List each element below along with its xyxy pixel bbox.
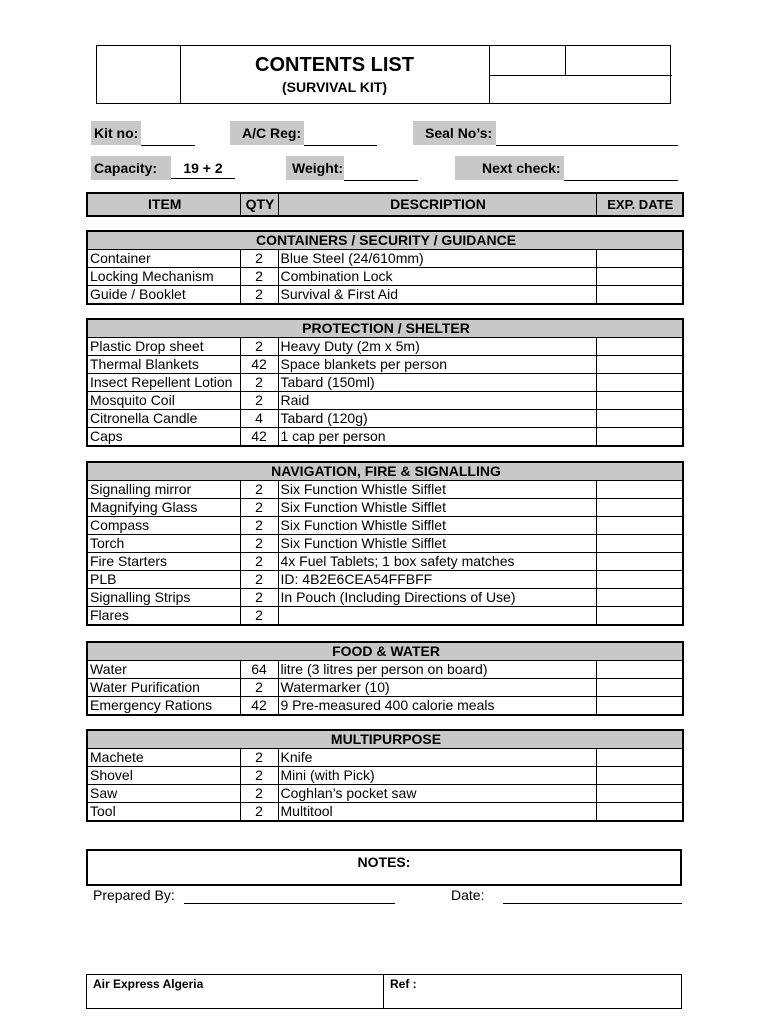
qty-cell: 2 xyxy=(240,481,278,499)
exp-date-cell[interactable] xyxy=(596,428,683,447)
item-cell: Citronella Candle xyxy=(87,410,240,428)
qty-cell: 2 xyxy=(240,286,278,305)
description-cell: Tabard (150ml) xyxy=(278,374,596,392)
seal-no-field[interactable] xyxy=(496,125,678,146)
qty-cell: 2 xyxy=(240,785,278,803)
col-exp-date-header: EXP. DATE xyxy=(596,193,683,216)
item-cell: Magnifying Glass xyxy=(87,499,240,517)
exp-date-cell[interactable] xyxy=(596,517,683,535)
section-title: NAVIGATION, FIRE & SIGNALLING xyxy=(87,462,683,481)
column-header xyxy=(86,192,684,217)
qty-cell: 2 xyxy=(240,589,278,607)
item-cell: Thermal Blankets xyxy=(87,356,240,374)
description-cell: Knife xyxy=(278,749,596,767)
prepared-by-field[interactable] xyxy=(184,903,395,904)
item-cell: Machete xyxy=(87,749,240,767)
qty-cell: 2 xyxy=(240,535,278,553)
exp-date-cell[interactable] xyxy=(596,268,683,286)
item-cell: Caps xyxy=(87,428,240,447)
qty-cell: 42 xyxy=(240,697,278,716)
table-row xyxy=(87,286,683,305)
document-subtitle: (SURVIVAL KIT) xyxy=(281,79,387,95)
capacity-field[interactable]: 19 + 2 xyxy=(171,158,235,179)
exp-date-cell[interactable] xyxy=(596,749,683,767)
table-row xyxy=(87,589,683,607)
qty-cell: 2 xyxy=(240,392,278,410)
qty-cell: 2 xyxy=(240,607,278,626)
table-row xyxy=(87,679,683,697)
exp-date-cell[interactable] xyxy=(596,286,683,305)
qty-cell: 64 xyxy=(240,661,278,679)
section-table xyxy=(86,729,684,822)
qty-cell: 2 xyxy=(240,499,278,517)
table-row xyxy=(87,535,683,553)
description-cell: Multitool xyxy=(278,803,596,822)
exp-date-cell[interactable] xyxy=(596,697,683,716)
section-table xyxy=(86,318,684,447)
description-cell: Combination Lock xyxy=(278,268,596,286)
description-cell: 4x Fuel Tablets; 1 box safety matches xyxy=(278,553,596,571)
exp-date-cell[interactable] xyxy=(596,785,683,803)
exp-date-cell[interactable] xyxy=(596,803,683,822)
notes-label: NOTES: xyxy=(357,854,411,870)
qty-cell: 42 xyxy=(240,356,278,374)
table-row xyxy=(87,697,683,716)
description-cell: ID: 4B2E6CEA54FFBFF xyxy=(278,571,596,589)
qty-cell: 4 xyxy=(240,410,278,428)
description-cell: 9 Pre-measured 400 calorie meals xyxy=(278,697,596,716)
date-field[interactable] xyxy=(503,903,682,904)
item-cell: Signalling mirror xyxy=(87,481,240,499)
qty-cell: 2 xyxy=(240,374,278,392)
description-cell: Survival & First Aid xyxy=(278,286,596,305)
weight-field[interactable] xyxy=(344,160,418,181)
table-row xyxy=(87,499,683,517)
table-row xyxy=(87,268,683,286)
footer-box xyxy=(86,974,682,1009)
table-row xyxy=(87,749,683,767)
exp-date-cell[interactable] xyxy=(596,535,683,553)
section-table xyxy=(86,641,684,716)
qty-cell: 2 xyxy=(240,767,278,785)
exp-date-cell[interactable] xyxy=(596,481,683,499)
ac-reg-label: A/C Reg: xyxy=(230,121,304,145)
qty-cell: 2 xyxy=(240,679,278,697)
item-cell: PLB xyxy=(87,571,240,589)
table-row xyxy=(87,661,683,679)
ref-label: Ref : xyxy=(383,975,417,1008)
capacity-label: Capacity: xyxy=(91,156,171,180)
description-cell xyxy=(278,607,596,626)
table-row xyxy=(87,785,683,803)
section-title: PROTECTION / SHELTER xyxy=(87,319,683,338)
exp-date-cell[interactable] xyxy=(596,250,683,268)
description-cell: Six Function Whistle Sifflet xyxy=(278,481,596,499)
qty-cell: 2 xyxy=(240,268,278,286)
description-cell: Tabard (120g) xyxy=(278,410,596,428)
exp-date-cell[interactable] xyxy=(596,571,683,589)
exp-date-cell[interactable] xyxy=(596,661,683,679)
item-cell: Tool xyxy=(87,803,240,822)
table-row xyxy=(87,410,683,428)
kit-no-field[interactable] xyxy=(141,125,195,146)
item-cell: Flares xyxy=(87,607,240,626)
item-cell: Shovel xyxy=(87,767,240,785)
item-cell: Water Purification xyxy=(87,679,240,697)
table-row xyxy=(87,374,683,392)
section-table xyxy=(86,230,684,305)
exp-date-cell[interactable] xyxy=(596,767,683,785)
item-cell: Fire Starters xyxy=(87,553,240,571)
qty-cell: 2 xyxy=(240,338,278,356)
item-cell: Signalling Strips xyxy=(87,589,240,607)
exp-date-cell[interactable] xyxy=(596,553,683,571)
exp-date-cell[interactable] xyxy=(596,338,683,356)
description-cell: Coghlan’s pocket saw xyxy=(278,785,596,803)
description-cell: Six Function Whistle Sifflet xyxy=(278,535,596,553)
description-cell: Six Function Whistle Sifflet xyxy=(278,499,596,517)
prepared-by-label: Prepared By: xyxy=(93,887,175,903)
description-cell: Space blankets per person xyxy=(278,356,596,374)
document-header xyxy=(96,45,671,104)
item-cell: Plastic Drop sheet xyxy=(87,338,240,356)
item-cell: Guide / Booklet xyxy=(87,286,240,305)
qty-cell: 42 xyxy=(240,428,278,447)
qty-cell: 2 xyxy=(240,749,278,767)
description-cell: Watermarker (10) xyxy=(278,679,596,697)
item-cell: Locking Mechanism xyxy=(87,268,240,286)
col-item-header: ITEM xyxy=(87,193,240,216)
table-row xyxy=(87,338,683,356)
company-name: Air Express Algeria xyxy=(93,977,204,991)
description-cell: In Pouch (Including Directions of Use) xyxy=(278,589,596,607)
description-cell: Heavy Duty (2m x 5m) xyxy=(278,338,596,356)
item-cell: Water xyxy=(87,661,240,679)
section-title: FOOD & WATER xyxy=(87,642,683,661)
ac-reg-field[interactable] xyxy=(304,125,377,146)
item-cell: Saw xyxy=(87,785,240,803)
table-row xyxy=(87,767,683,785)
qty-cell: 2 xyxy=(240,553,278,571)
section-title: MULTIPURPOSE xyxy=(87,730,683,749)
exp-date-cell[interactable] xyxy=(596,392,683,410)
table-row xyxy=(87,428,683,447)
table-row xyxy=(87,250,683,268)
table-row xyxy=(87,571,683,589)
qty-cell: 2 xyxy=(240,571,278,589)
item-cell: Mosquito Coil xyxy=(87,392,240,410)
col-description-header: DESCRIPTION xyxy=(278,193,596,216)
weight-label: Weight: xyxy=(286,156,344,180)
section-title: CONTAINERS / SECURITY / GUIDANCE xyxy=(87,231,683,250)
description-cell: 1 cap per person xyxy=(278,428,596,447)
table-row xyxy=(87,553,683,571)
description-cell: litre (3 litres per person on board) xyxy=(278,661,596,679)
document-title: CONTENTS LIST xyxy=(255,54,414,76)
header-left-cell xyxy=(97,46,181,103)
exp-date-cell[interactable] xyxy=(596,410,683,428)
header-right-cells xyxy=(489,46,672,103)
exp-date-cell[interactable] xyxy=(596,374,683,392)
item-cell: Insect Repellent Lotion xyxy=(87,374,240,392)
description-cell: Raid xyxy=(278,392,596,410)
table-row xyxy=(87,392,683,410)
table-row xyxy=(87,607,683,626)
description-cell: Six Function Whistle Sifflet xyxy=(278,517,596,535)
exp-date-cell[interactable] xyxy=(596,607,683,626)
seal-no-label: Seal No’s: xyxy=(413,121,496,145)
col-qty-header: QTY xyxy=(240,193,278,216)
notes-box[interactable] xyxy=(86,849,682,886)
date-label: Date: xyxy=(451,887,485,903)
qty-cell: 2 xyxy=(240,803,278,822)
exp-date-cell[interactable] xyxy=(596,499,683,517)
kit-no-label: Kit no: xyxy=(91,121,141,145)
exp-date-cell[interactable] xyxy=(596,679,683,697)
item-cell: Torch xyxy=(87,535,240,553)
qty-cell: 2 xyxy=(240,250,278,268)
next-check-label: Next check: xyxy=(455,156,564,180)
exp-date-cell[interactable] xyxy=(596,356,683,374)
table-row xyxy=(87,517,683,535)
section-table xyxy=(86,461,684,626)
qty-cell: 2 xyxy=(240,517,278,535)
description-cell: Mini (with Pick) xyxy=(278,767,596,785)
item-cell: Container xyxy=(87,250,240,268)
table-row xyxy=(87,481,683,499)
description-cell: Blue Steel (24/610mm) xyxy=(278,250,596,268)
item-cell: Emergency Rations xyxy=(87,697,240,716)
exp-date-cell[interactable] xyxy=(596,589,683,607)
item-cell: Compass xyxy=(87,517,240,535)
table-row xyxy=(87,356,683,374)
table-row xyxy=(87,803,683,822)
next-check-field[interactable] xyxy=(564,160,678,181)
